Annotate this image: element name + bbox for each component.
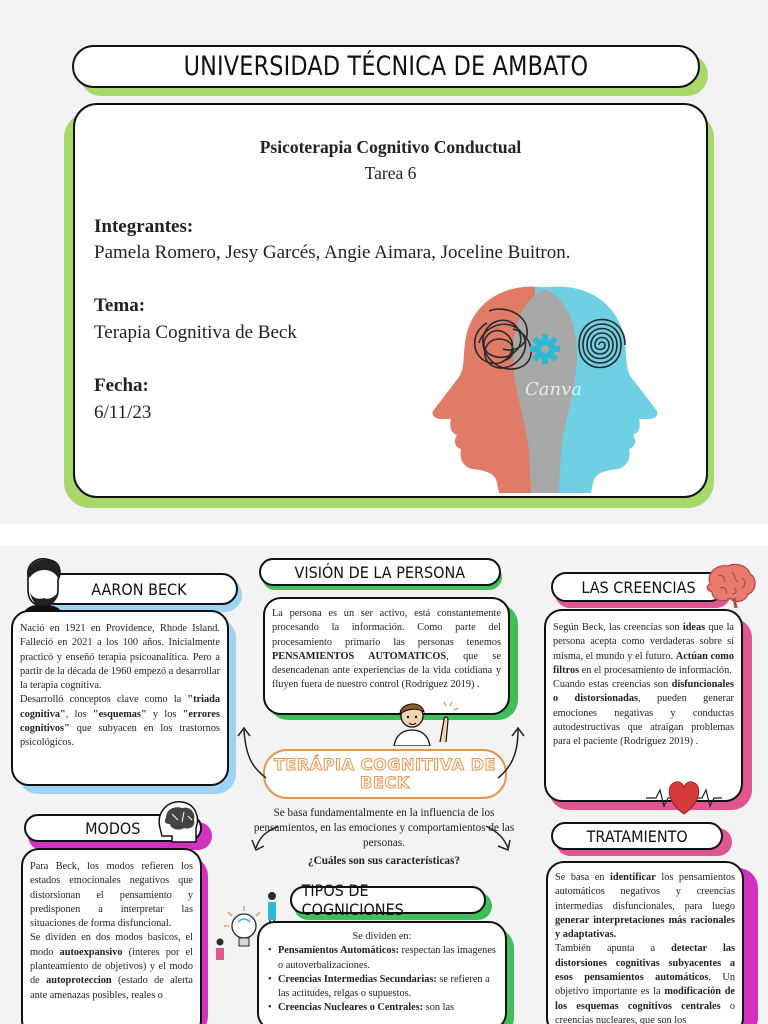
heart-icon [646, 776, 722, 816]
tipo-label: Pensamientos Automáticos: [278, 945, 399, 957]
tipo-label: Creencias Nucleares o Centrales: [278, 1002, 424, 1014]
pensamientos-automaticos: PENSAMIENTOS AUTOMATICOS [272, 650, 447, 662]
creencias-text-part: , pueden generar emociones negativas y conductas autodestructivas que atraigan problemas para el paciente (Rodríguez 2019) . [553, 693, 734, 748]
head-brain-icon [152, 798, 202, 846]
tipo-desc: son las [423, 1002, 455, 1014]
creencias-title: LAS CREENCIAS [580, 577, 696, 597]
tratamiento-text-part: los pensamientos automáticos negativos y creencias intermedias disfuncionales, para luego [555, 872, 735, 912]
tratamiento-text-part: También apunta a [555, 943, 672, 955]
ideas: ideas [682, 622, 706, 633]
vision-text-part: La persona es un ser activo, está constantemente procesando la información. Como parte del procesamiento primario las personas tenemos [272, 608, 501, 648]
identificar: identificar [610, 872, 656, 883]
university-title: UNIVERSIDAD TÉCNICA DE AMBATO [183, 51, 589, 82]
modos-title: MODOS [85, 818, 141, 838]
arrow-right-up-icon [498, 728, 524, 778]
creencias-text-part: en el procesamiento de información. [579, 664, 732, 676]
triada-cognitiva: "triada cognitiva" [20, 694, 220, 720]
list-item [266, 944, 498, 973]
creencias-text-part: Cuando estas creencias son [553, 679, 672, 691]
tratamiento-title: TRATAMIENTO [586, 826, 688, 846]
watermark: Canva [525, 379, 582, 400]
tratamiento-text-part: o creencias nucleares, que son los [555, 1000, 735, 1024]
date-value: 6/11/23 [94, 402, 152, 423]
tipos-list [266, 944, 498, 1015]
list-item [266, 973, 498, 1002]
modos-text-part: Se dividen en dos modos basicos, el modo [30, 932, 193, 958]
tratamiento-panel [546, 861, 744, 1024]
creencias-text-part: que la persona acepta como verdaderas sobre sí misma, el mundo y el futuro. [553, 622, 734, 662]
aaron-text-part: , los [65, 708, 93, 720]
center-title: TERÁPIA COGNITIVA DE BECK [273, 755, 497, 792]
vision-title: VISIÓN DE LA PERSONA [294, 562, 466, 582]
topic-value: Terapia Cognitiva de Beck [94, 322, 297, 343]
arrow-left-up-icon [238, 728, 266, 778]
heads-illustration [429, 283, 661, 493]
gear-icon [530, 334, 560, 364]
tratamiento-text-part: . Un objetivo importante es la [555, 972, 736, 998]
esquemas: "esquemas" [92, 708, 147, 720]
tratamiento-title-pill [551, 822, 723, 850]
aaron-title: AARON BECK [91, 579, 187, 599]
aaron-text-part: que subyacen en los trastornos psicológicos. [20, 723, 220, 749]
creencias-panel [544, 609, 743, 802]
tipos-title: TIPOS DE COGNICIONES [301, 881, 404, 919]
members-value: Pamela Romero, Jesy Garcés, Angie Aimara, Joceline Buitron. [94, 242, 571, 263]
tratamiento-text-part: Se basa en [555, 872, 611, 883]
modos-definition: Para Beck, los modos refieren los estados emocionales negativos que distorsionan el pensamiento y predisponen a interpretar las situaciones de forma disfuncional. [30, 861, 193, 930]
aaron-bio: Nació en 1921 en Providence, Rhode Island. Falleció en 2021 a los 100 años. Inicialmente practicó y enseñó terapia psicoanalítica. Pero a partir de la década de 1960 empezó a desarrollar la terapia cognitiva. [20, 623, 220, 692]
tipos-intro: Se dividen en: [352, 931, 412, 942]
filtros: Actúan como filtros [553, 650, 734, 676]
detectar-distorsiones: detectar las distorsiones cognitivas subyacentes a esos pensamientos automáticos [555, 943, 736, 984]
aaron-title-pill [40, 573, 238, 605]
tipo-desc: respectan las imagenes o autoverbalizaciones. [278, 945, 496, 971]
cover-card [73, 103, 708, 498]
date-label: Fecha: [94, 375, 149, 396]
brain-icon [704, 562, 758, 608]
members-label: Integrantes: [94, 216, 194, 237]
center-description: Se basa fundamentalmente en la influencia de los pensamientos, en las emociones y comportamientos de las personas. [253, 807, 515, 849]
university-title-box [72, 45, 700, 88]
disfuncionales: disfuncionales o distorsionadas [553, 679, 734, 705]
task-label: Tarea 6 [364, 163, 417, 183]
aaron-text-part: y los [146, 708, 183, 720]
tipo-desc: se refieren a las actitudes, relgas o supuestos. [278, 973, 490, 1000]
modos-text-part: (estado de alerta ante amenazas posibles, reales o [30, 975, 193, 1001]
vision-text-part: , que se desencadenan ante experiencias de la vida cotidiana y fluyen fuera de nuestro control (Rodríguez 2019) . [272, 650, 502, 691]
modificacion-esquemas: modificación de los esquemas cognitivos centrales [555, 986, 735, 1012]
tipos-title-pill [290, 881, 486, 919]
autoexpansivo: autoexpansivo [59, 946, 123, 958]
course-name: Psicoterapia Cognitivo Conductual [259, 137, 522, 157]
topic-label: Tema: [94, 295, 146, 316]
vision-title-pill [259, 558, 501, 586]
mindmap-page [0, 546, 768, 1024]
creencias-text-part: Según Beck, las creencias son [553, 622, 683, 633]
aaron-panel [11, 610, 229, 786]
center-question: ¿Cuáles son sus características? [308, 855, 460, 867]
aaron-text-part: Desarrolló conceptos clave como la [20, 694, 188, 706]
tipos-panel [257, 921, 507, 1024]
list-item [266, 1001, 498, 1015]
interpretaciones-racionales: generar interpretaciones más racionales y adaptativas. [555, 914, 735, 941]
tipo-label: Creencias Intermedias Secundarias: [278, 973, 437, 985]
aaron-beck-portrait-icon [20, 556, 66, 612]
autoproteccion: autoproteccion [46, 975, 112, 987]
modos-text-part: (interes por el planteamiento de objetivos) y el modo de [30, 946, 193, 987]
modos-panel [21, 848, 202, 1024]
creencias-title-pill [551, 572, 725, 602]
errores-cognitivos: "errores cognitivos" [20, 708, 220, 735]
